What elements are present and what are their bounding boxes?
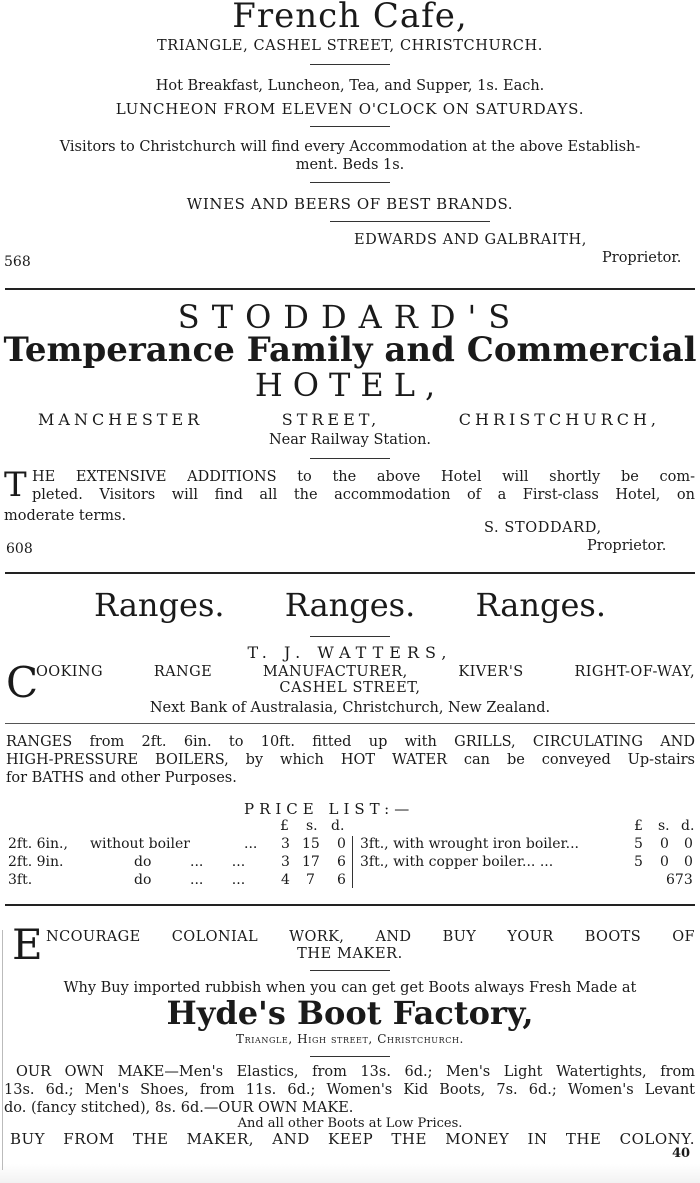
price-dots: ... ... [190,872,246,888]
page-bleed-through [0,1164,700,1183]
french-cafe-proprietors: EDWARDS AND GALBRAITH, [354,232,587,248]
french-cafe-visitors-line1: Visitors to Christchurch will find every Accommodation at the above Establish- [59,139,641,155]
hyde-dropcap: E [12,920,43,969]
street-word: MANCHESTER [38,410,204,429]
ranges-line1 [36,664,695,680]
french-cafe-visitors-line2: ment. Beds 1s. [295,157,405,173]
price-desc: 3ft., with copper boiler... ... [360,854,554,870]
ranges-word: OOKING [36,664,104,680]
street-word: STREET, [281,410,381,429]
price-shillings: 0 [660,854,669,870]
divider [310,126,390,127]
stoddard-near: Near Railway Station. [268,432,432,448]
hyde-word: AND [375,929,412,945]
stoddard-name: STODDARD'S [177,298,523,336]
divider [5,723,695,724]
divider [310,636,390,637]
currency-pounds: £ [634,818,643,834]
price-pence: 6 [337,872,346,888]
stoddard-body-line1: HE EXTENSIVE ADDITIONS to the above Hotel will shortly be com- [32,469,695,485]
price-size: 2ft. 9in. [8,854,64,870]
price-pounds: 4 [281,872,290,888]
french-cafe-proprietor-label: Proprietor. [602,250,682,266]
hyde-low-prices: And all other Boots at Low Prices. [237,1116,463,1131]
hyde-ad-number: 40 [672,1146,691,1161]
hyde-word: NCOURAGE [46,929,141,945]
price-column-divider [352,836,353,888]
hyde-buy: BUY FROM THE MAKER, AND KEEP THE MONEY IN THE COLONY. [10,1130,695,1148]
stoddard-proprietor-label: Proprietor. [587,538,667,554]
price-pounds: 3 [281,854,290,870]
french-cafe-address: TRIANGLE, CASHEL STREET, CHRISTCHURCH. [157,38,543,54]
section-rule [5,288,695,290]
french-cafe-saturday: LUNCHEON FROM ELEVEN O'CLOCK ON SATURDAYS. [115,100,585,118]
hyde-make-line2: 13s. 6d.; Men's Shoes, from 11s. 6d.; Women's Kid Boots, 7s. 6d.; Women's Levant [4,1082,695,1098]
divider [310,458,390,459]
ranges-dropcap: C [6,658,39,707]
ranges-line2: CASHEL STREET, [279,680,421,696]
street-word: CHRISTCHURCH, [458,410,660,429]
hyde-title: Hyde's Boot Factory, [166,994,534,1032]
hyde-word: COLONIAL [171,929,259,945]
divider [310,64,390,65]
price-desc: do [134,872,152,888]
stoddard-street [38,410,660,429]
currency-pence: d. [331,818,345,834]
price-pounds: 3 [281,836,290,852]
price-dots: ... ... [190,854,246,870]
stoddard-title: Temperance Family and Commercial [3,330,697,370]
stoddard-dropcap: T [4,465,27,505]
ranges-desc-line3: for BATHS and other Purposes. [6,770,237,786]
french-cafe-meals: Hot Breakfast, Luncheon, Tea, and Supper, 1s. Each. [155,78,545,94]
hyde-word: YOUR [507,929,554,945]
price-desc: 3ft., with wrought iron boiler... [360,836,579,852]
price-pence: 6 [337,854,346,870]
french-cafe-title: French Cafe, [232,0,468,36]
price-pounds: 5 [634,854,643,870]
ranges-maker: T. J. WATTERS, [247,643,453,662]
price-pounds: 5 [634,836,643,852]
hyde-word: WORK, [289,929,345,945]
hyde-line1 [46,929,695,945]
french-cafe-ad-number: 568 [4,254,31,270]
hyde-word: BOOTS [584,929,642,945]
price-shillings: 15 [302,836,320,852]
ranges-next-bank: Next Bank of Australasia, Christchurch, New Zealand. [149,700,551,716]
ranges-word: RIGHT-OF-WAY, [574,664,695,680]
ranges-ad-number: 673 [666,872,693,888]
currency-shillings: s. [658,818,670,834]
ranges-price-list-heading: PRICE LIST:— [244,800,415,818]
currency-shillings: s. [306,818,318,834]
ranges-word: RANGE [153,664,213,680]
price-desc: without boiler [90,836,190,852]
currency-pounds: £ [280,818,289,834]
stoddard-signer: S. STODDARD, [484,520,602,536]
ranges-heading: Ranges. [94,586,225,624]
hyde-make-line3: do. (fancy stitched), 8s. 6d.—OUR OWN MAKE. [4,1100,354,1116]
price-pence: 0 [337,836,346,852]
stoddard-body-line2: pleted. Visitors will find all the accommodation of a First-class Hotel, on [32,487,695,503]
price-desc: do [134,854,152,870]
price-pence: 0 [684,854,693,870]
hyde-word: OF [672,929,695,945]
stoddard-body-line3: moderate terms. [4,508,127,524]
divider [310,970,390,971]
stoddard-hotel: HOTEL, [254,366,446,404]
ranges-heading: Ranges. [475,586,606,624]
currency-pence: d. [681,818,695,834]
hyde-line2: THE MAKER. [297,946,403,962]
divider [330,221,490,222]
price-size: 2ft. 6in., [8,836,68,852]
ranges-word: KIVER'S [458,664,524,680]
ranges-headings [94,586,606,624]
ranges-desc-line2: HIGH-PRESSURE BOILERS, by which HOT WATER can be conveyed Up-stairs [6,752,695,768]
divider [310,1056,390,1057]
french-cafe-wines: WINES AND BEERS OF BEST BRANDS. [186,195,514,213]
stoddard-ad-number: 608 [6,541,33,557]
price-size: 3ft. [8,872,33,888]
section-rule [5,572,695,574]
price-pence: 0 [684,836,693,852]
hyde-make-line1: OUR OWN MAKE—Men's Elastics, from 13s. 6d.; Men's Light Watertights, from [16,1064,695,1080]
hyde-word: BUY [442,929,477,945]
price-shillings: 7 [306,872,315,888]
hyde-why: Why Buy imported rubbish when you can get get Boots always Fresh Made at [63,980,637,996]
price-dots: ... [244,836,258,852]
price-shillings: 17 [302,854,320,870]
price-shillings: 0 [660,836,669,852]
ranges-desc-line1: RANGES from 2ft. 6in. to 10ft. fitted up with GRILLS, CIRCULATING AND [6,734,695,750]
hyde-address: Triangle, High street, Christchurch. [236,1032,464,1046]
ranges-word: MANUFACTURER, [262,664,408,680]
section-rule [5,904,695,906]
left-margin-line [2,930,3,1170]
divider [310,182,390,183]
ranges-heading: Ranges. [284,586,416,624]
